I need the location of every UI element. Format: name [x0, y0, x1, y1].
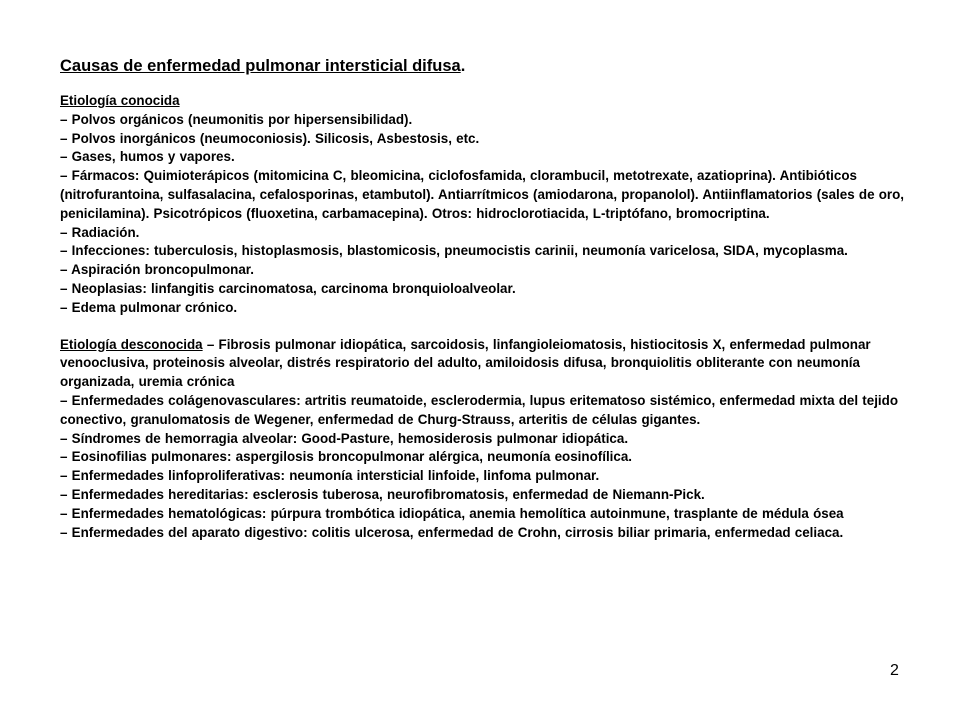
list-item: – Fármacos: Quimioterápicos (mitomicina C, bleomicina, ciclofosfamida, clorambucil, metotrexate, azatioprina). Antibióticos (nitrofurantoina, sulfasalacina, cefalosporinas, etambutol). Antiarrítmicos (amiodarona, propanolol). Antiinflamatorios (sales de oro, penicilamina). Psicotrópicos (fluoxetina, carbamacepina). Otros: hidroclorotiacida, L-triptófano, bromocriptina.: [60, 168, 905, 221]
unknown-etiology-intro: – Fibrosis pulmonar idiopática, sarcoidosis, linfangioleiomatosis, histiocitosis X, enfermedad pulmonar venooclusiva, proteinosis alveolar, distrés respiratorio del adulto, amiloidosis difusa, bronquiolitis obliterante con neumonía organizada, uremia crónica: [60, 336, 871, 390]
list-item: – Edema pulmonar crónico.: [60, 299, 238, 315]
known-etiology-section: [60, 92, 910, 318]
unknown-etiology-section: [60, 336, 910, 543]
list-item: – Enfermedades colágenovasculares: artritis reumatoide, esclerodermia, lupus eritematoso sistémico, enfermedad mixta del tejido conectivo, granulomatosis de Wegener, enfermedad de Churg-Strauss, arteritis de células gigantes.: [60, 392, 899, 427]
list-item: – Enfermedades linfoproliferativas: neumonía intersticial linfoide, linfoma pulmonar.: [60, 468, 600, 484]
list-item: – Radiación.: [60, 224, 140, 240]
list-item: – Enfermedades del aparato digestivo: colitis ulcerosa, enfermedad de Crohn, cirrosis biliar primaria, enfermedad celiaca.: [60, 524, 844, 540]
page-number: 2: [890, 662, 899, 679]
page-title: [60, 56, 910, 76]
known-etiology-heading: Etiología conocida: [60, 93, 180, 108]
list-item: – Síndromes de hemorragia alveolar: Good-Pasture, hemosiderosis pulmonar idiopática.: [60, 430, 629, 446]
list-item: – Enfermedades hereditarias: esclerosis tuberosa, neurofibromatosis, enfermedad de Niemann-Pick.: [60, 486, 705, 502]
list-item: – Gases, humos y vapores.: [60, 149, 235, 165]
unknown-etiology-heading: Etiología desconocida: [60, 336, 203, 352]
list-item: – Polvos orgánicos (neumonitis por hipersensibilidad).: [60, 111, 413, 127]
list-item: – Aspiración broncopulmonar.: [60, 262, 254, 278]
page-title-suffix: .: [460, 57, 466, 75]
unknown-etiology-intro-paragraph: [60, 336, 910, 392]
list-item: – Infecciones: tuberculosis, histoplasmosis, blastomicosis, pneumocistis carinii, neumonía varicelosa, SIDA, mycoplasma.: [60, 243, 848, 259]
slide-content: [60, 56, 910, 542]
list-item: – Polvos inorgánicos (neumoconiosis). Silicosis, Asbestosis, etc.: [60, 130, 480, 146]
list-item: – Neoplasias: linfangitis carcinomatosa, carcinoma bronquioloalveolar.: [60, 280, 516, 296]
list-item: – Enfermedades hematológicas: púrpura trombótica idiopática, anemia hemolítica autoinmune, trasplante de médula ósea: [60, 505, 844, 521]
page-title-text: Causas de enfermedad pulmonar intersticial difusa: [60, 57, 461, 75]
list-item: – Eosinofilias pulmonares: aspergilosis broncopulmonar alérgica, neumonía eosinofílica.: [60, 449, 632, 465]
